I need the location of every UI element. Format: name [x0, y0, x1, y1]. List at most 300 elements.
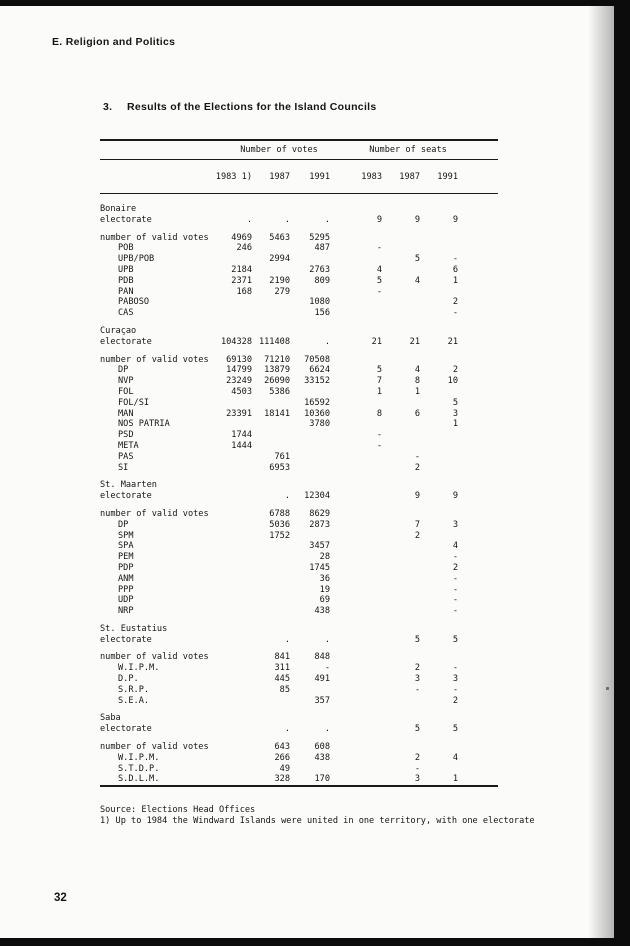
- cell-votes-1987: 85: [279, 684, 290, 695]
- cell-votes-1991: [290, 685, 330, 696]
- cell-votes-1991: .: [324, 214, 330, 225]
- cell-votes-1987: [252, 606, 290, 617]
- cell-votes-1991: 357: [314, 695, 330, 706]
- cell-seats-1991: -: [452, 663, 458, 674]
- cell-votes-1983: [212, 685, 252, 696]
- cell-votes-1991: .: [324, 724, 330, 735]
- cell-seats-1991: [420, 742, 458, 753]
- row-pad: [458, 742, 498, 753]
- row-pad: [458, 606, 498, 617]
- cell-votes-1987: [252, 265, 290, 276]
- cell-votes-1991: 170: [314, 774, 330, 785]
- party-name: NVP: [118, 376, 134, 387]
- cell-seats-1987: [382, 696, 420, 707]
- cell-votes-1983: 4969: [231, 232, 252, 243]
- row-pad: [458, 387, 498, 398]
- electorate-label: electorate: [100, 336, 152, 347]
- cell-votes-1987: 643: [274, 742, 290, 753]
- cell-seats-1987: [382, 652, 420, 663]
- table-row: [100, 441, 498, 452]
- table-row: [100, 645, 498, 652]
- cell-votes-1983: [212, 652, 252, 663]
- cell-votes-1983: [212, 541, 252, 552]
- valid-votes-label: number of valid votes: [100, 508, 209, 519]
- cell-seats-1983: [330, 685, 382, 696]
- cell-seats-1991: 21: [447, 336, 458, 347]
- row-spacer: [100, 348, 498, 355]
- table-row: [100, 365, 498, 376]
- table-row: [100, 398, 498, 409]
- party-name: PABOSO: [118, 297, 150, 308]
- cell-votes-1987: [252, 243, 290, 254]
- cell-votes-1983: [212, 509, 252, 520]
- cell-seats-1991: 1: [452, 774, 458, 785]
- cell-seats-1983: [330, 574, 382, 585]
- party-name: PAN: [118, 286, 134, 297]
- cell-votes-1983: 104328: [220, 336, 252, 347]
- cell-seats-1983: [330, 585, 382, 596]
- cell-seats-1991: 3: [452, 674, 458, 685]
- cell-seats-1987: 8: [414, 376, 420, 387]
- cell-votes-1987: 2190: [269, 275, 290, 286]
- cell-seats-1983: [330, 652, 382, 663]
- cell-seats-1983: -: [376, 286, 382, 297]
- cell-votes-1983: [212, 491, 252, 502]
- row-pad: [458, 441, 498, 452]
- cell-votes-1991: 33152: [304, 376, 330, 387]
- cell-votes-1983: 2184: [231, 264, 252, 275]
- cell-votes-1991: 608: [314, 742, 330, 753]
- table-row: [100, 706, 498, 713]
- cell-seats-1991: -: [452, 606, 458, 617]
- party-name: CAS: [118, 308, 134, 319]
- cell-votes-1987: 26090: [264, 376, 290, 387]
- cell-seats-1987: 6: [414, 408, 420, 419]
- cell-votes-1991: 69: [319, 595, 330, 606]
- cell-seats-1987: [382, 243, 420, 254]
- cell-votes-1983: 14799: [226, 365, 252, 376]
- cell-votes-1983: .: [246, 214, 252, 225]
- row-pad: [458, 696, 498, 707]
- cell-votes-1987: [252, 297, 290, 308]
- cell-votes-1987: 266: [274, 752, 290, 763]
- cell-seats-1983: [330, 297, 382, 308]
- table-row: [100, 348, 498, 355]
- row-pad: [458, 753, 498, 764]
- cell-votes-1987: [252, 574, 290, 585]
- cell-seats-1991: 5: [452, 397, 458, 408]
- cell-seats-1991: 2: [452, 365, 458, 376]
- cell-seats-1983: [330, 552, 382, 563]
- cell-votes-1987: 761: [274, 451, 290, 462]
- cell-votes-1991: 2763: [309, 264, 330, 275]
- cell-seats-1987: [382, 430, 420, 441]
- cell-seats-1983: 9: [376, 214, 382, 225]
- table-row: [100, 265, 498, 276]
- row-pad: [458, 463, 498, 474]
- table-row: [100, 215, 498, 226]
- cell-votes-1987: 111408: [258, 336, 290, 347]
- cell-votes-1987: [252, 441, 290, 452]
- party-name: POB: [118, 243, 134, 254]
- table-row: [100, 254, 498, 265]
- electorate-label: electorate: [100, 634, 152, 645]
- electorate-label: electorate: [100, 491, 152, 502]
- year-header-votes-1991: 1991: [290, 160, 330, 194]
- cell-votes-1987: [252, 419, 290, 430]
- cell-votes-1987: 841: [274, 652, 290, 663]
- row-spacer: [100, 226, 498, 233]
- row-pad: [458, 724, 498, 735]
- cell-votes-1991: [290, 430, 330, 441]
- party-name: PDB: [118, 275, 134, 286]
- row-pad: [458, 409, 498, 420]
- cell-seats-1983: [330, 233, 382, 244]
- cell-votes-1991: 36: [319, 573, 330, 584]
- cell-votes-1987: [252, 398, 290, 409]
- cell-seats-1983: [330, 696, 382, 707]
- table-row: [100, 204, 498, 215]
- year-header-seats-1991: 1991: [420, 160, 458, 194]
- cell-seats-1983: [330, 753, 382, 764]
- year-header-blank: [100, 160, 212, 194]
- cell-seats-1991: -: [452, 595, 458, 606]
- cell-seats-1991: [420, 652, 458, 663]
- table-row: [100, 724, 498, 735]
- cell-seats-1991: 1: [452, 275, 458, 286]
- table-row: [100, 287, 498, 298]
- table-row: [100, 617, 498, 624]
- cell-seats-1991: [420, 531, 458, 542]
- table-row: [100, 531, 498, 542]
- cell-seats-1983: [330, 355, 382, 366]
- cell-seats-1983: [330, 724, 382, 735]
- row-pad: [458, 774, 498, 786]
- party-name: FOL: [118, 386, 134, 397]
- cell-votes-1987: .: [284, 214, 290, 225]
- cell-votes-1987: 18141: [264, 408, 290, 419]
- table-row: [100, 419, 498, 430]
- table-row: [100, 337, 498, 348]
- row-pad: [458, 541, 498, 552]
- table-row: [100, 563, 498, 574]
- footnote: 1) Up to 1984 the Windward Islands were united in one territory, with one electorate: [100, 816, 535, 826]
- table-row: [100, 319, 498, 326]
- cell-seats-1983: -: [376, 430, 382, 441]
- table-bottom-rule: [100, 786, 498, 787]
- cell-seats-1991: 10: [447, 376, 458, 387]
- year-header-seats-1987: 1987: [382, 160, 420, 194]
- chapter-header: E. Religion and Politics: [52, 36, 176, 48]
- table-row: [100, 509, 498, 520]
- group-header-pad: [458, 140, 498, 160]
- cell-seats-1987: [382, 541, 420, 552]
- party-name: META: [118, 440, 139, 451]
- cell-votes-1983: [212, 663, 252, 674]
- cell-votes-1983: 168: [236, 286, 252, 297]
- cell-votes-1991: 438: [314, 606, 330, 617]
- row-pad: [458, 365, 498, 376]
- row-pad: [458, 674, 498, 685]
- cell-seats-1983: [330, 398, 382, 409]
- cell-seats-1983: [330, 308, 382, 319]
- cell-votes-1983: 2371: [231, 275, 252, 286]
- section-title-text: Results of the Elections for the Island Councils: [127, 101, 377, 113]
- cell-seats-1991: [420, 355, 458, 366]
- row-pad: [458, 764, 498, 775]
- cell-seats-1991: [420, 430, 458, 441]
- cell-seats-1991: [420, 243, 458, 254]
- cell-votes-1987: 5463: [269, 232, 290, 243]
- cell-votes-1987: 279: [274, 286, 290, 297]
- cell-votes-1991: 156: [314, 308, 330, 319]
- cell-votes-1991: 438: [314, 752, 330, 763]
- electorate-label: electorate: [100, 214, 152, 225]
- cell-seats-1991: [420, 387, 458, 398]
- party-name: PPP: [118, 584, 134, 595]
- cell-seats-1987: 3: [414, 774, 420, 785]
- cell-seats-1991: 2: [452, 297, 458, 308]
- cell-votes-1987: [252, 696, 290, 707]
- cell-seats-1983: [330, 452, 382, 463]
- cell-seats-1983: 5: [376, 275, 382, 286]
- party-name: SPA: [118, 541, 134, 552]
- row-pad: [458, 376, 498, 387]
- table-row: [100, 233, 498, 244]
- cell-seats-1987: 1: [414, 386, 420, 397]
- cell-votes-1983: [212, 520, 252, 531]
- scan-edge-right: [614, 0, 630, 946]
- cell-seats-1991: [420, 764, 458, 775]
- year-header-votes-1983: 1983 1): [212, 160, 252, 194]
- cell-seats-1987: 9: [414, 214, 420, 225]
- row-pad: [458, 287, 498, 298]
- cell-seats-1983: [330, 419, 382, 430]
- cell-seats-1983: [330, 509, 382, 520]
- cell-votes-1991: [290, 764, 330, 775]
- row-pad: [458, 574, 498, 585]
- cell-votes-1991: 487: [314, 243, 330, 254]
- cell-votes-1991: [290, 463, 330, 474]
- cell-votes-1983: 1744: [231, 430, 252, 441]
- cell-votes-1991: 6624: [309, 365, 330, 376]
- cell-seats-1987: [382, 585, 420, 596]
- cell-seats-1983: [330, 520, 382, 531]
- cell-votes-1983: [212, 585, 252, 596]
- table-row: [100, 541, 498, 552]
- party-name: PEM: [118, 552, 134, 563]
- cell-votes-1987: [252, 541, 290, 552]
- table-year-header-row: [100, 160, 498, 194]
- cell-seats-1991: -: [452, 254, 458, 265]
- cell-votes-1987: [252, 563, 290, 574]
- cell-votes-1987: 6788: [269, 508, 290, 519]
- cell-seats-1987: -: [414, 763, 420, 774]
- table-row: [100, 742, 498, 753]
- cell-votes-1987: 311: [274, 663, 290, 674]
- table-row: [100, 635, 498, 646]
- party-name: NRP: [118, 606, 134, 617]
- cell-votes-1987: 6953: [269, 462, 290, 473]
- cell-seats-1983: 1: [376, 386, 382, 397]
- island-name: Saba: [100, 713, 121, 724]
- results-table: [100, 139, 498, 787]
- cell-votes-1991: 19: [319, 584, 330, 595]
- table-row: [100, 409, 498, 420]
- valid-votes-label: number of valid votes: [100, 652, 209, 663]
- cell-seats-1983: [330, 764, 382, 775]
- table-row: [100, 713, 498, 724]
- cell-seats-1991: 3: [452, 519, 458, 530]
- cell-votes-1991: 12304: [304, 491, 330, 502]
- row-pad: [458, 585, 498, 596]
- row-pad: [458, 243, 498, 254]
- cell-seats-1983: [330, 541, 382, 552]
- party-name: W.I.P.M.: [118, 752, 160, 763]
- party-name: MAN: [118, 408, 134, 419]
- cell-votes-1983: [212, 419, 252, 430]
- cell-seats-1991: 5: [452, 724, 458, 735]
- cell-votes-1991: 3457: [309, 541, 330, 552]
- cell-seats-1983: [330, 595, 382, 606]
- party-name: S.T.D.P.: [118, 763, 160, 774]
- cell-votes-1983: [212, 563, 252, 574]
- cell-seats-1991: 3: [452, 408, 458, 419]
- cell-votes-1983: [212, 674, 252, 685]
- cell-seats-1987: 7: [414, 519, 420, 530]
- cell-votes-1987: 445: [274, 674, 290, 685]
- cell-seats-1987: [382, 574, 420, 585]
- section-title: [103, 101, 377, 113]
- scan-shadow: [588, 0, 614, 946]
- cell-seats-1991: -: [452, 308, 458, 319]
- row-pad: [458, 337, 498, 348]
- cell-votes-1983: [212, 764, 252, 775]
- cell-votes-1991: [290, 452, 330, 463]
- cell-seats-1987: 5: [414, 254, 420, 265]
- cell-votes-1991: 3780: [309, 419, 330, 430]
- cell-seats-1987: [382, 287, 420, 298]
- row-pad: [458, 233, 498, 244]
- source-note: Source: Elections Head Offices: [100, 805, 256, 815]
- cell-seats-1991: 5: [452, 634, 458, 645]
- cell-votes-1991: 848: [314, 652, 330, 663]
- cell-votes-1983: 23249: [226, 376, 252, 387]
- cell-votes-1987: [252, 308, 290, 319]
- table-row: [100, 764, 498, 775]
- cell-votes-1991: 1745: [309, 562, 330, 573]
- table-row: [100, 502, 498, 509]
- cell-votes-1983: [212, 742, 252, 753]
- cell-votes-1991: 2873: [309, 519, 330, 530]
- cell-votes-1991: 10360: [304, 408, 330, 419]
- cell-seats-1991: [420, 441, 458, 452]
- cell-seats-1987: 4: [414, 365, 420, 376]
- cell-seats-1987: [382, 441, 420, 452]
- island-name: Bonaire: [100, 204, 137, 214]
- cell-votes-1983: [212, 531, 252, 542]
- row-pad: [458, 563, 498, 574]
- cell-votes-1983: [212, 606, 252, 617]
- row-pad: [458, 652, 498, 663]
- row-pad: [458, 635, 498, 646]
- party-name: PDP: [118, 562, 134, 573]
- cell-seats-1983: [330, 774, 382, 786]
- party-name: UPB: [118, 264, 134, 275]
- cell-votes-1991: 491: [314, 674, 330, 685]
- cell-votes-1987: [252, 585, 290, 596]
- cell-seats-1983: -: [376, 440, 382, 451]
- cell-votes-1991: [290, 531, 330, 542]
- scan-speck: [606, 687, 609, 690]
- table-row: [100, 606, 498, 617]
- cell-seats-1987: 21: [409, 336, 420, 347]
- table-row: [100, 696, 498, 707]
- table-row: [100, 774, 498, 786]
- cell-seats-1983: 8: [376, 408, 382, 419]
- cell-votes-1983: [212, 552, 252, 563]
- group-header-seats: Number of seats: [330, 140, 458, 160]
- cell-votes-1987: 5386: [269, 386, 290, 397]
- electorate-label: electorate: [100, 724, 152, 735]
- table-group-header-row: [100, 140, 498, 160]
- cell-seats-1983: [330, 463, 382, 474]
- table-row: [100, 663, 498, 674]
- cell-seats-1987: 5: [414, 724, 420, 735]
- island-name: St. Maarten: [100, 480, 157, 491]
- cell-seats-1991: [420, 233, 458, 244]
- row-pad: [458, 398, 498, 409]
- cell-votes-1991: [290, 254, 330, 265]
- cell-seats-1991: -: [452, 684, 458, 695]
- table-row: [100, 595, 498, 606]
- table-row: [100, 735, 498, 742]
- row-pad: [458, 520, 498, 531]
- cell-seats-1987: 5: [414, 634, 420, 645]
- cell-seats-1991: 2: [452, 695, 458, 706]
- cell-votes-1987: 328: [274, 774, 290, 785]
- cell-seats-1987: 9: [414, 491, 420, 502]
- cell-votes-1987: [252, 552, 290, 563]
- cell-votes-1991: .: [324, 336, 330, 347]
- valid-votes-label: number of valid votes: [100, 742, 209, 753]
- group-header-votes: Number of votes: [212, 140, 330, 160]
- row-spacer: [100, 502, 498, 509]
- cell-votes-1991: [290, 441, 330, 452]
- cell-votes-1991: 5295: [309, 232, 330, 243]
- party-name: PAS: [118, 451, 134, 462]
- cell-seats-1983: [330, 635, 382, 646]
- cell-seats-1983: 21: [371, 336, 382, 347]
- cell-seats-1983: 7: [376, 376, 382, 387]
- page-number: 32: [54, 892, 67, 904]
- cell-votes-1991: 28: [319, 552, 330, 563]
- row-spacer: [100, 617, 498, 624]
- cell-seats-1983: [330, 663, 382, 674]
- table-row: [100, 753, 498, 764]
- table-row: [100, 473, 498, 480]
- table-row: [100, 308, 498, 319]
- cell-votes-1983: 23391: [226, 408, 252, 419]
- cell-votes-1987: .: [284, 634, 290, 645]
- cell-votes-1991: [290, 387, 330, 398]
- cell-votes-1983: [212, 724, 252, 735]
- cell-votes-1983: 1444: [231, 440, 252, 451]
- row-pad: [458, 509, 498, 520]
- cell-seats-1991: 4: [452, 541, 458, 552]
- cell-seats-1987: [382, 563, 420, 574]
- party-name: UPB/POB: [118, 254, 155, 265]
